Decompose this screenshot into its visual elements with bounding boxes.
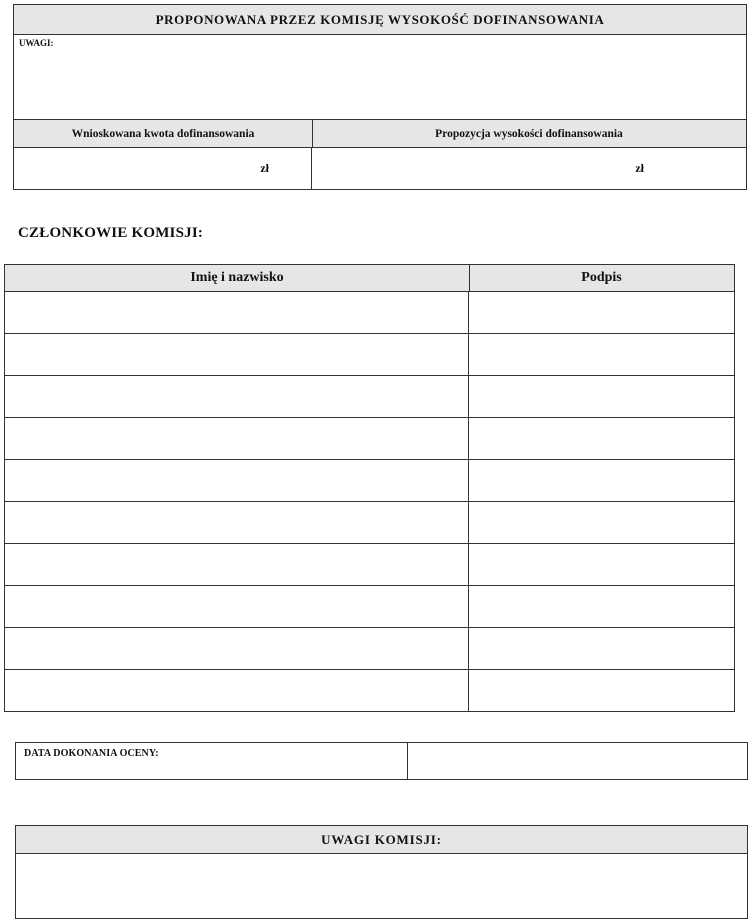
funding-value-row: [14, 148, 746, 189]
proposed-amount-header: Propozycja wysokości dofinansowania: [435, 127, 623, 140]
table-row: [5, 334, 734, 376]
member-name-field[interactable]: [5, 418, 469, 459]
proposed-funding-title: PROPONOWANA PRZEZ KOMISJĘ WYSOKOŚĆ DOFINANSOWANIA: [14, 5, 746, 35]
member-name-field[interactable]: [5, 334, 469, 375]
member-signature-field[interactable]: [469, 418, 734, 459]
table-row: [5, 418, 734, 460]
members-table-header: [5, 265, 734, 292]
requested-amount-field[interactable]: [14, 148, 312, 189]
funding-header-row: [14, 119, 746, 148]
member-signature-field[interactable]: [469, 544, 734, 585]
member-signature-field[interactable]: [469, 628, 734, 669]
table-row: [5, 544, 734, 586]
member-signature-field[interactable]: [469, 670, 734, 711]
member-name-field[interactable]: [5, 292, 469, 333]
proposed-amount-field[interactable]: [312, 148, 746, 189]
signature-column-header: Podpis: [581, 270, 622, 285]
member-signature-field[interactable]: [469, 586, 734, 627]
member-name-field[interactable]: [5, 544, 469, 585]
member-signature-field[interactable]: [469, 292, 734, 333]
table-row: [5, 586, 734, 628]
members-heading: CZŁONKOWIE KOMISJI:: [18, 225, 204, 241]
table-row: [5, 502, 734, 544]
committee-remarks-section: [15, 825, 748, 919]
evaluation-date-field[interactable]: [408, 743, 747, 779]
committee-remarks-field[interactable]: [16, 854, 747, 918]
remarks-label: UWAGI:: [19, 38, 54, 48]
evaluation-date-section: [15, 742, 748, 780]
requested-amount-header: Wnioskowana kwota dofinansowania: [14, 120, 313, 147]
member-signature-field[interactable]: [469, 376, 734, 417]
member-name-field[interactable]: [5, 376, 469, 417]
name-column-header: Imię i nazwisko: [5, 265, 470, 291]
table-row: [5, 460, 734, 502]
proposed-currency: zł: [635, 161, 644, 175]
requested-currency: zł: [260, 161, 269, 175]
member-name-field[interactable]: [5, 460, 469, 501]
table-row: [5, 376, 734, 418]
table-row: [5, 670, 734, 711]
members-table-body: [5, 292, 734, 711]
member-name-field[interactable]: [5, 670, 469, 711]
members-table: [4, 264, 735, 712]
member-name-field[interactable]: [5, 502, 469, 543]
evaluation-date-label-cell: [16, 743, 408, 779]
member-signature-field[interactable]: [469, 334, 734, 375]
evaluation-date-label: DATA DOKONANIA OCENY:: [24, 748, 159, 759]
member-name-field[interactable]: [5, 628, 469, 669]
member-signature-field[interactable]: [469, 460, 734, 501]
member-signature-field[interactable]: [469, 502, 734, 543]
remarks-field[interactable]: [14, 35, 746, 119]
member-name-field[interactable]: [5, 586, 469, 627]
table-row: [5, 292, 734, 334]
table-row: [5, 628, 734, 670]
proposed-funding-section: [13, 4, 747, 190]
committee-remarks-title: UWAGI KOMISJI:: [16, 826, 747, 854]
